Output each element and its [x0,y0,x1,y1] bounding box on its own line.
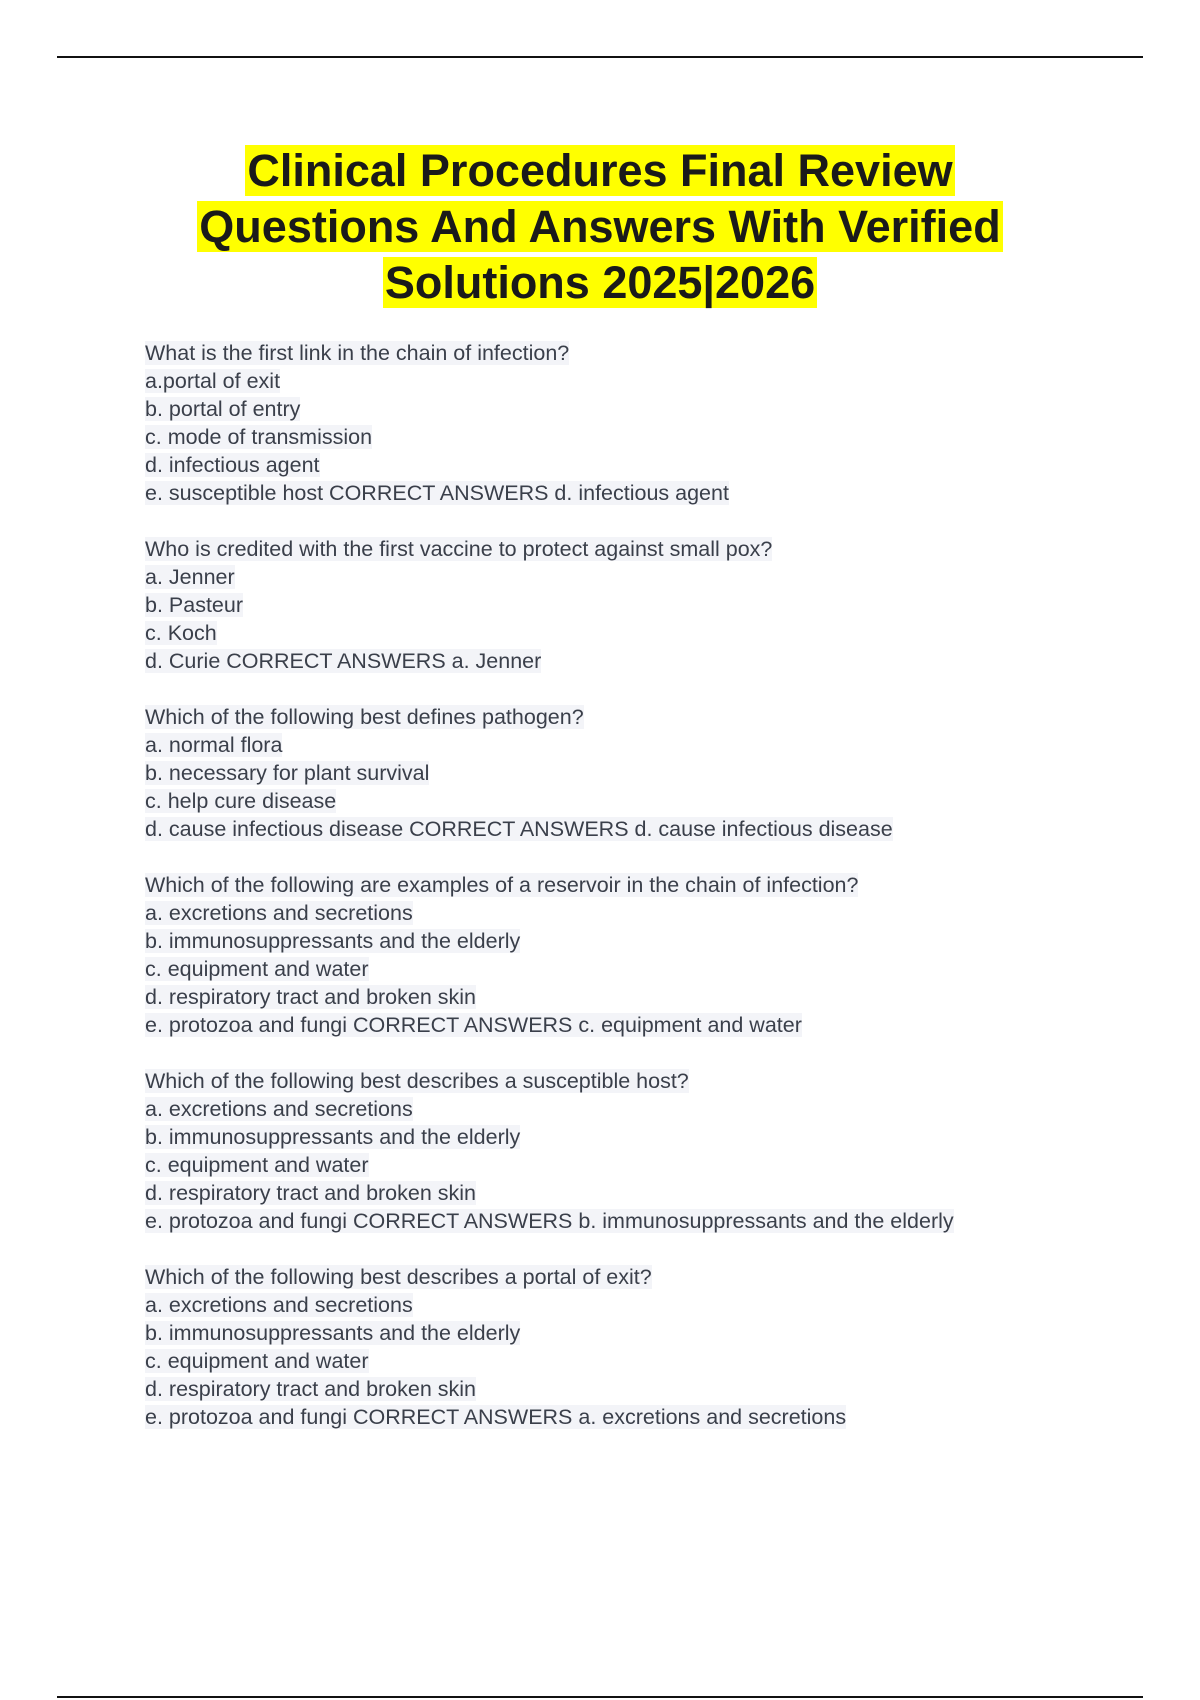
answer-option: a. excretions and secretions [145,1293,413,1317]
answer-option: b. immunosuppressants and the elderly [145,1321,521,1345]
question-block [145,1067,1145,1235]
question-list [145,339,1145,1459]
answer-option: c. equipment and water [145,1349,369,1373]
answer-option: c. equipment and water [145,1153,369,1177]
question-block [145,1263,1145,1431]
answer-option-with-correct-answer: d. cause infectious disease CORRECT ANSWERS d. cause infectious disease [145,817,893,841]
answer-option: b. necessary for plant survival [145,761,430,785]
question-block [145,535,1145,675]
answer-option: d. respiratory tract and broken skin [145,985,477,1009]
top-rule [57,56,1143,58]
question-block [145,339,1145,507]
title-line: Questions And Answers With Verified [199,201,1001,252]
answer-option: a. excretions and secretions [145,1097,413,1121]
answer-option: a.portal of exit [145,369,281,393]
bottom-rule [57,1696,1143,1698]
answer-option-with-correct-answer: e. protozoa and fungi CORRECT ANSWERS b. immunosuppressants and the elderly [145,1209,954,1233]
question-text: Who is credited with the first vaccine to protect against small pox? [145,537,773,561]
answer-option: a. Jenner [145,565,235,589]
answer-option-with-correct-answer: e. susceptible host CORRECT ANSWERS d. infectious agent [145,481,729,505]
answer-option: c. Koch [145,621,217,645]
question-text: Which of the following best defines pathogen? [145,705,584,729]
answer-option: d. respiratory tract and broken skin [145,1181,477,1205]
answer-option: b. portal of entry [145,397,301,421]
answer-option-with-correct-answer: e. protozoa and fungi CORRECT ANSWERS c. equipment and water [145,1013,802,1037]
answer-option: c. equipment and water [145,957,369,981]
question-text: Which of the following are examples of a reservoir in the chain of infection? [145,873,859,897]
answer-option: c. help cure disease [145,789,337,813]
title-line: Solutions 2025|2026 [384,257,816,308]
question-block [145,871,1145,1039]
answer-option: b. immunosuppressants and the elderly [145,929,521,953]
title-line: Clinical Procedures Final Review [247,145,953,196]
answer-option-with-correct-answer: e. protozoa and fungi CORRECT ANSWERS a. excretions and secretions [145,1405,847,1429]
question-text: Which of the following best describes a portal of exit? [145,1265,652,1289]
answer-option-with-correct-answer: d. Curie CORRECT ANSWERS a. Jenner [145,649,542,673]
question-text: Which of the following best describes a susceptible host? [145,1069,689,1093]
answer-option: d. infectious agent [145,453,320,477]
answer-option: a. normal flora [145,733,283,757]
answer-option: d. respiratory tract and broken skin [145,1377,477,1401]
answer-option: c. mode of transmission [145,425,373,449]
question-block [145,703,1145,843]
question-text: What is the first link in the chain of infection? [145,341,570,365]
answer-option: a. excretions and secretions [145,901,413,925]
answer-option: b. immunosuppressants and the elderly [145,1125,521,1149]
answer-option: b. Pasteur [145,593,243,617]
document-title [90,143,1110,311]
